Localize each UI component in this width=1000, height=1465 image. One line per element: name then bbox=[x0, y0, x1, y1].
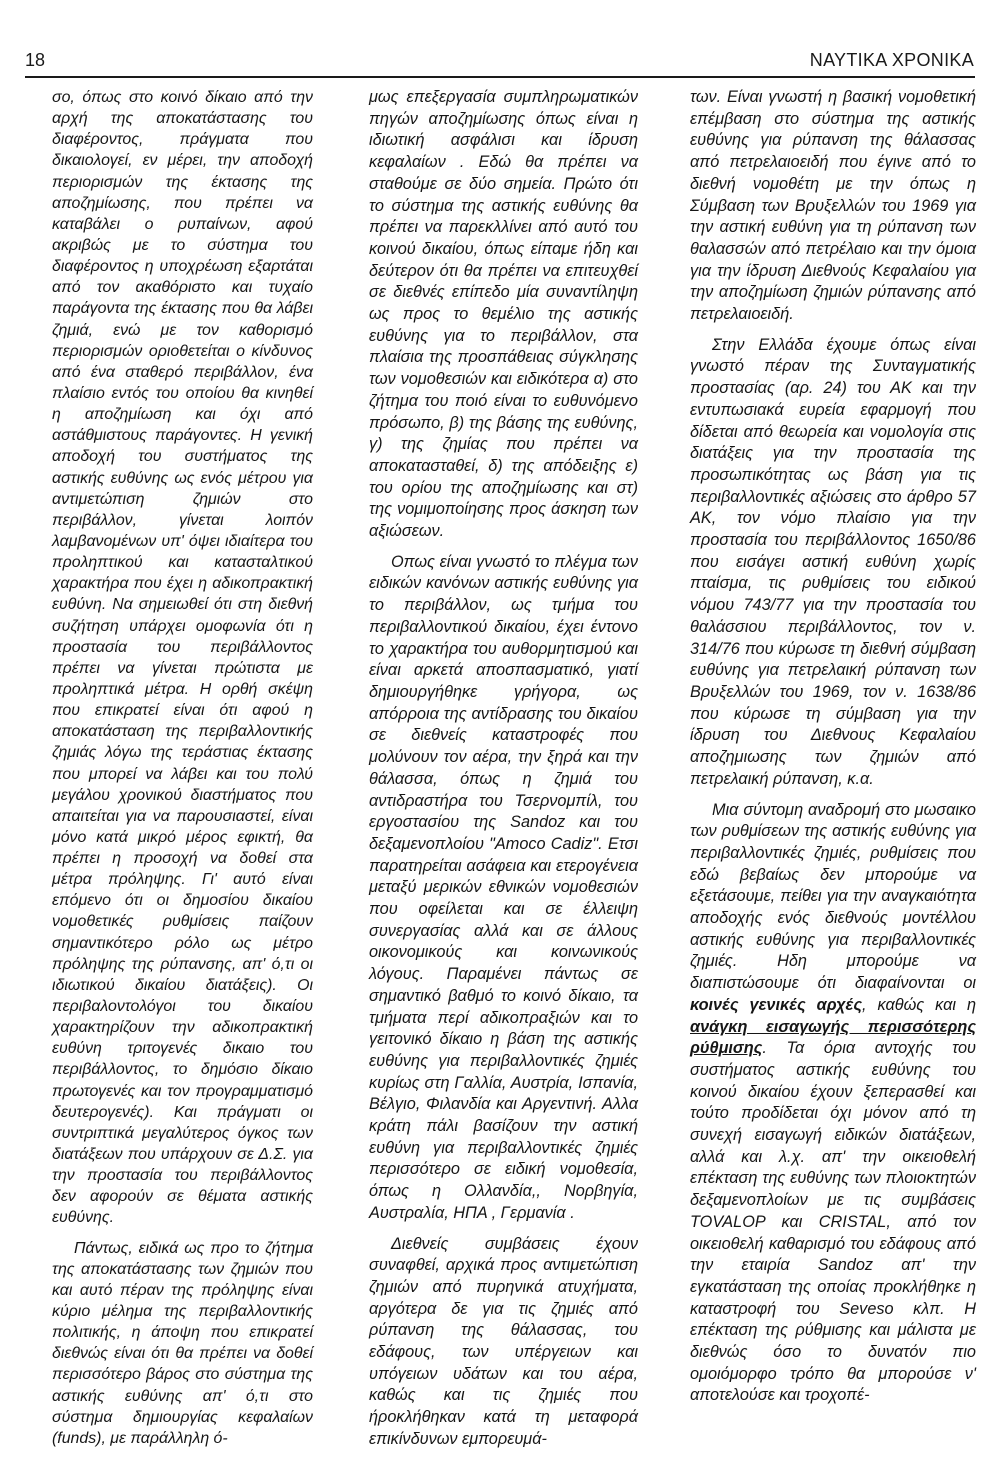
paragraph: Οπως είναι γνωστό το πλέγμα των ειδικών κανόνων αστικής ευθύνης για το περιβάλλον, ως τμήμα του περιβαλλοντικού δικαίου, έχει έντονο το χαρακτήρα του αυθορμητισμού και είναι αρκετά αποσπασματικό, γιατί δημιουργήθηκε γρήγορα, ως απόρροια της αντίδρασης του δικαίου σε διεθνείς καταστροφές που μολύνουν τον αέρα, την ξηρά και την θάλασσα, όπως η ζημιά του αντιδραστήρα του Τσερνομπίλ, του εργοστασίου της Sandoz και του δεξαμενοπλοίου "Amoco Cadiz". Ετσι παρατηρείται ασάφεια και ετερογένεια μεταξύ μερικών εθνικών νομοθεσιών που οφείλεται και σε έλλειψη συνεργασίας αλλά και σε άλλους οικονομικούς και κοινωνικούς λόγους. Παραμένει πάντως σε σημαντικό βαθμό το κοινό δίκαιο, τα τμήματα περί αδικοπραξιών και το γειτονικό δίκαιο η βάση της αστικής ευθύνης για περιβαλλοντικές ζημιές κυρίως στη Γαλλία, Αυστρία, Ισπανία, Βέλγιο, Φιλανδία και Αργεντινή. Αλλα κράτη πάλι βασίζουν την αστική ευθύνη για περιβαλλοντικές ζημιές περισσότερο σε ειδική νομοθεσία, όπως η Ολλανδία,, Νορβηγία, Αυστραλία, ΗΠΑ , Γερμανία . bbox=[369, 552, 638, 1222]
paragraph-with-emphasis bbox=[690, 800, 976, 1408]
paragraph-text: , καθώς και η bbox=[862, 995, 977, 1014]
paragraph: μως επεξεργασία συμπληρωματικών πηγών αποζημίωσης όπως είναι η ιδιωτική ασφάλισι και ίδρυση κεφαλαίων . Εδώ θα πρέπει να σταθούμε σε δύο σημεία. Πρώτο ότι το σύστημα της αστικής ευθύνης θα πρέπει να παρεκλλίνει από αυτό του κοινού δικαίου, όπως είπαμε ήδη και δεύτερον ότι θα πρέπει να επιτευχθεί σε διεθνές επίπεδο μία συναντίληψη ως προς το θεμέλιο της αστικής ευθύνης για το περιβάλλον, στα πλαίσια της προσπάθειας σύγκλησης των νομοθεσιών και ειδικότερα α) στο ζήτημα του ποιό είναι το ευθυνόμενο πρόσωπο, β) της βάσης της ευθύνης, γ) της ζημίας που πρέπει να αποκατασταθεί, δ) της απόδειξης ε) του ορίου της αποζημίωσης και στ) της νομιμοποίησης προς άσκηση των αξιώσεων. bbox=[369, 88, 638, 541]
text-column-3 bbox=[690, 87, 976, 1407]
emphasis-common-principles: κοινές γενικές αρχές bbox=[690, 995, 862, 1014]
emphasis-need-regulation: ανάγκη εισαγωγής περισσότερης ρύθμισης bbox=[690, 1017, 976, 1058]
page-header bbox=[0, 0, 1000, 80]
magazine-title: ΝΑΥΤΙΚΑ ΧΡΟΝΙΚΑ bbox=[809, 50, 974, 70]
paragraph: σο, όπως στο κοινό δίκαιο από την αρχή της αποκατάστασης του διαφέροντος, πράγματα που δικαιολογεί, εν μέρει, την αποδοχή περιορισμών της έκτασης της αποζημίωσης, που πρέπει να καταβάλει ο ρυπαίνων, αφού ακριβώς με το σύστημα του διαφέροντος η υποχρέωση εξαρτάται από τον ακαθόριστο και τυχαίο παράγοντα της έκτασης που θα λάβει ζημιά, ενώ με τον καθορισμό περιορισμών οριοθετείται ο κίνδυνος από ένα σταθερό περιβάλλον, ένα πλαίσιο εντός του οποίου θα κινηθεί η αποζημίωση και όχι από αστάθμιστους παράγοντες. Η γενική αποδοχή του συστήματος της αστικής ευθύνης ως ενός μέτρου για αντιμετώπιση ζημιών στο περιβάλλον, γίνεται λοιπόν λαμβανομένων υπ' όψει ιδιαίτερα του προληπτικού και κατασταλτικού χαρακτήρα που έχει η αδικοπρακτική ευθύνη. Να σημειωθεί ότι στη διεθνή συζήτηση υπάρχει ομοφωνία ότι η προστασία του περιβάλλοντος πρέπει να γίνεται πρώτιστα με προληπτικά μέτρα. Η ορθή σκέψη που επικρατεί είναι ότι αφού η αποκατάσταση της περιβαλλοντικής ζημιάς λόγω της τεράστιας έκτασης που μπορεί να λάβει και του πολύ μεγάλου χρονικού διαστήματος που απαιτείται για να παρουσιαστεί, είναι μόνο κατά μικρό μέρος εφικτή, θα πρέπει η προσοχή να δοθεί στα μέτρα πρόληψης. Γι' αυτό είναι επόμενο ότι οι δημοσίου δικαίου νομοθετικές ρυθμίσεις παίζουν σημαντικότερο ρόλο ως μέτρο πρόληψης της ρύπανσης, απ' ό,τι οι ιδιωτικού δικαίου διατάξεις). Οι περιβαλοντολόγοι του δικαίου χαρακτηρίζουν την αδικοπρακτική ευθύνη τριτογενές δικαιο του περιβάλλοντος, το δημόσιο δίκαιο πρωτογενές και τον προγραμματισμό δευτερογενές). Και πράγματι οι συντριπτικά μεγαλύτερος όγκος των διατάξεων που υπάρχουν σε Δ.Σ. για την προστασία του περιβάλλοντος δεν αφορούν σε θέματα αστικής ευθύνης. bbox=[52, 89, 313, 1227]
text-column-1 bbox=[52, 87, 313, 1449]
paragraph-text: . Τα όρια αντοχής του συστήματος αστικής ευθύνης του κοινού δικαίου έχουν ξεπερασθεί και τούτο προδίδεται όχι μόνον από τη συνεχή εισαγωγή ειδικών διατάξεων, αλλά και λ.χ. απ' την οικειοθελή επέκταση της ευθύνης των πλοιοκτητών δεξαμενοπλοίων με τις συμβάσεις TOVALOP και CRISTAL, από τον οικειοθελή καθαρισμό του εδάφους από την εταιρία Sandoz απ' την εγκατάσταση της οποίας προκλήθηκε η καταστροφή του Seveso κλπ. Η επέκταση της ρύθμισης και μάλιστα με διεθνώς όσο το δυνατόν πιο ομοιόμορφο τρόπο θα μπορούσε ν' αποτελούσε και τροχοπέ- bbox=[690, 1039, 976, 1405]
page-number: 18 bbox=[25, 50, 46, 70]
paragraph: Στην Ελλάδα έχουμε όπως είναι γνωστό πέραν της Συνταγματικής προστασίας (αρ. 24) του ΑΚ και την εντυπωσιακά ευρεία εφαρμογή που δίδεται από θεωρεία και νομολογία στις διατάξεις για την προστασία της προσωπικότητας ως βάση για τις περιβαλλοντικές αξιώσεις στο άρθρο 57 ΑΚ, τον νόμο πλαίσιο για την προστασία του περιβάλλοντος 1650/86 που εισάγει αστική ευθύνη χωρίς πταίσμα, τις ρυθμίσεις του ειδικού νόμου 743/77 για την προστασία του θαλάσσιου περιβάλλοντος, τον ν. 314/76 που κύρωσε τη διεθνή σύμβαση ευθύνης για πετρελαική ρύπανση των Βρυξελλών του 1969, τον ν. 1638/86 που κύρωσε τη σύμβαση για την ίδρυση του Διεθνους Κεφαλαίου αποζημιωσης των ζημιών από πετρελαική ρύπανση, κ.α. bbox=[690, 335, 976, 788]
paragraph: των. Είναι γνωστή η βασική νομοθετική επέμβαση στο σύστημα της αστικής ευθύνης για ρύπανση της θάλασσας από πετρελαιοειδή που έγινε από το διεθνή νομοθέτη με την όπως η Σύμβαση των Βρυξελλών του 1969 για την αστική ευθύνη για τη ρύπανση των θαλασσών από πετρέλαιο και την όμοια για την ίδρυση Διεθνούς Κεφαλαίου για την αποζημίωση ζημιών ρύπανσης από πετρελαιοειδή. bbox=[690, 88, 976, 324]
paragraph: Διεθνείς συμβάσεις έχουν συναφθεί, αρχικά προς αντιμετώπιση ζημιών από πυρηνικά ατυχήματα, αργότερα δε για τις ζημιές από ρύπανση της θάλασσας, του εδάφους, των υπέργειων και υπόγειων υδάτων και του αέρα, καθώς και τις ζημιές που ήροκλήθηκαν κατά τη μεταφορά επικίνδυνων εμπορευμά- bbox=[369, 1234, 638, 1448]
paragraph: Πάντως, ειδικά ως προ το ζήτημα της αποκατάστασης των ζημιών που και αυτό πέραν της πρόληψης είναι κύριο μέλημα της περιβαλλοντικής πολιτικής, η άποψη που επικρατεί διεθνώς είναι ότι θα πρέπει να δοθεί περισσότερο βάρος στο σύστημα της αστικής ευθύνης απ' ό,τι στο σύστημα δημιουργίας κεφαλαίων (funds), με παράλληλη ό- bbox=[52, 1239, 313, 1447]
text-column-2 bbox=[369, 87, 638, 1451]
paragraph-text: Μια σύντομη αναδρομή στο μωσαικο των ρυθμίσεων της αστικής ευθύνης για περιβαλλοντικές ζημιές, ρυθμίσεις που εδώ βεβαίως δεν μπορούμε να εξετάσουμε, πείθει για την αναγκαιότητα αποδοχής ενός διεθνούς μοντέλλου αστικής ευθύνης για περιβαλλοντικές ζημιές. Ηδη μπορούμε να διαπιστώσουμε ότι διαφαίνονται οι bbox=[690, 800, 976, 993]
header-divider bbox=[25, 76, 975, 78]
